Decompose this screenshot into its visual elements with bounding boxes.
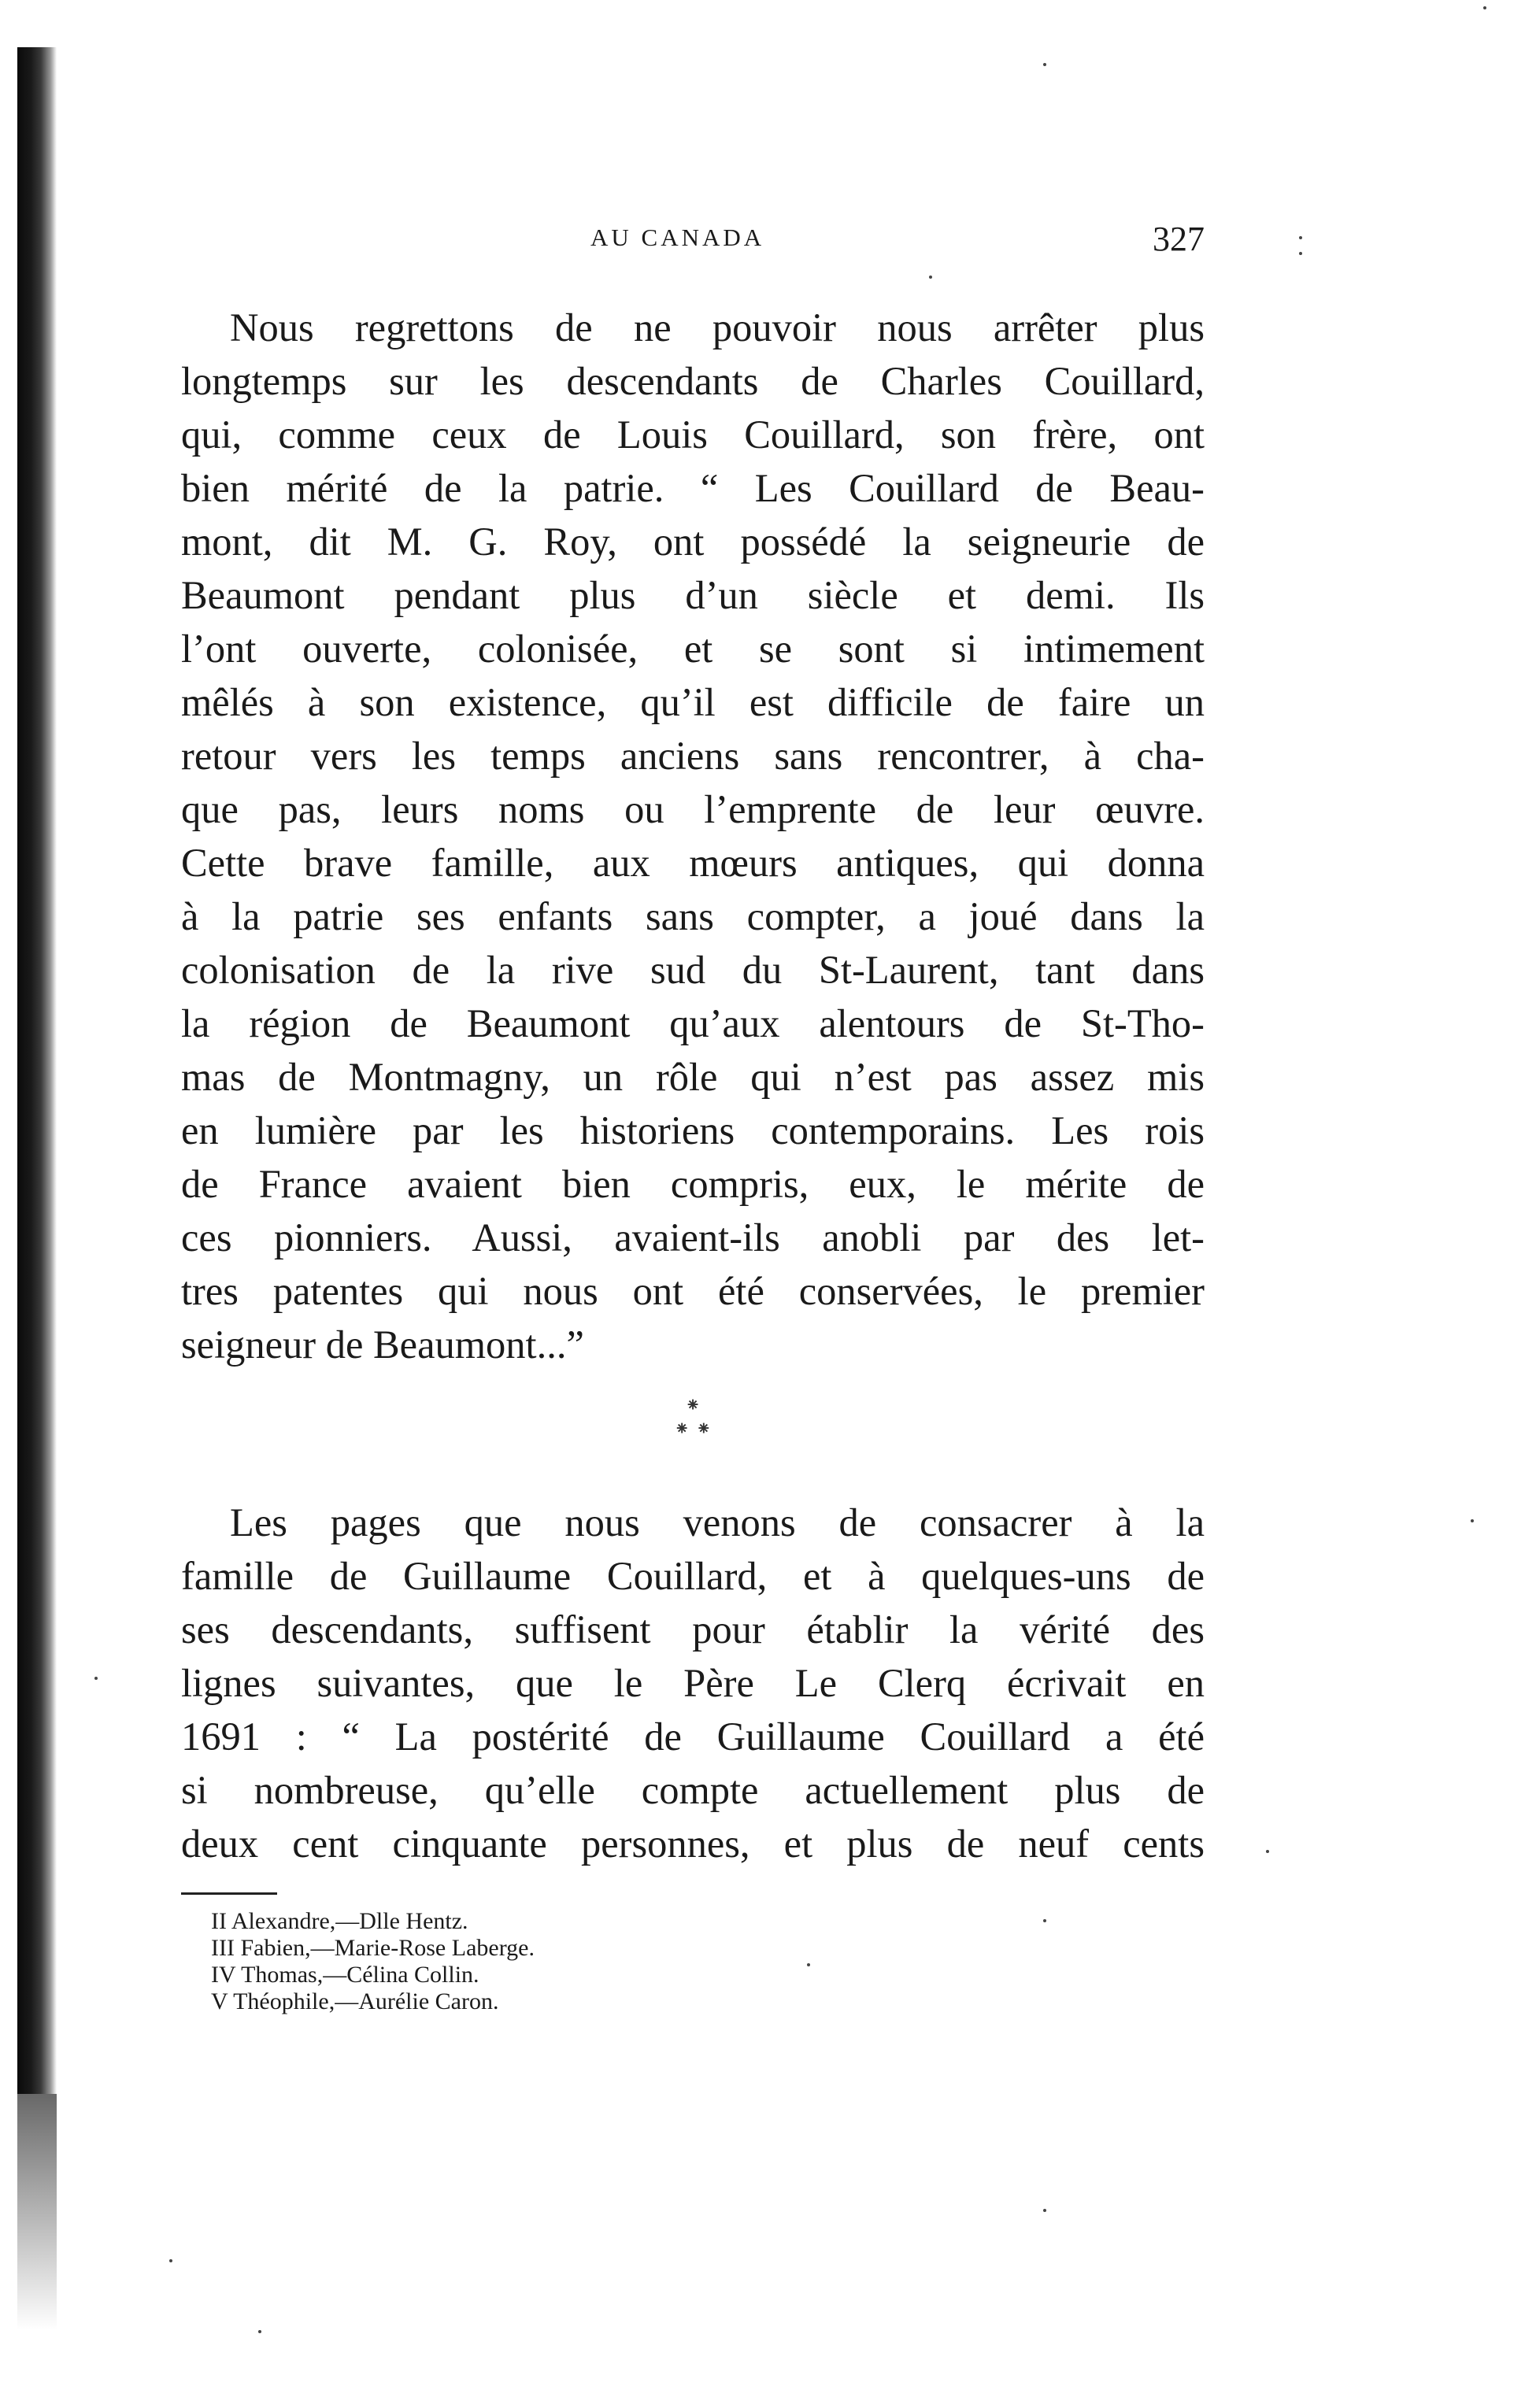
text-line: 1691 : “ La postérité de Guillaume Couillard a été xyxy=(181,1714,1205,1759)
running-title: AU CANADA xyxy=(590,224,765,251)
text-line: deux cent cinquante personnes, et plus de neuf cents xyxy=(181,1822,1205,1866)
scan-speck xyxy=(1471,1519,1474,1522)
text-line: Beaumont pendant plus d’un siècle et demi. Ils xyxy=(181,573,1205,617)
scan-speck xyxy=(1299,252,1302,255)
text-line: Nous regrettons de ne pouvoir nous arrêter plus xyxy=(230,305,1205,350)
paragraph-descendants xyxy=(181,301,1205,1371)
text-line: mêlés à son existence, qu’il est difficile de faire un xyxy=(181,680,1205,724)
footnote-line: V Théophile,—Aurélie Caron. xyxy=(211,1988,499,2014)
scan-speck xyxy=(94,1677,98,1680)
scan-speck xyxy=(1266,1850,1269,1853)
scan-speck xyxy=(1299,236,1302,239)
text-line: longtemps sur les descendants de Charles Couillard, xyxy=(181,359,1205,403)
text-line: bien mérité de la patrie. “ Les Couillard de Beau- xyxy=(181,466,1205,510)
scan-speck xyxy=(1043,2209,1046,2212)
scan-speck xyxy=(1043,1919,1046,1922)
text-line: la région de Beaumont qu’aux alentours de St-Tho- xyxy=(181,1001,1205,1045)
page-gutter-shadow-fade xyxy=(17,2094,57,2330)
text-line: Les pages que nous venons de consacrer à la xyxy=(230,1500,1205,1544)
text-line: à la patrie ses enfants sans compter, a joué dans la xyxy=(181,894,1205,938)
paragraph-posterity xyxy=(181,1496,1205,1870)
text-line: que pas, leurs noms ou l’emprente de leur œuvre. xyxy=(181,787,1205,831)
scan-speck xyxy=(807,1963,810,1966)
text-line: lignes suivantes, que le Père Le Clerq écrivait en xyxy=(181,1661,1205,1705)
text-line: de France avaient bien compris, eux, le mérite de xyxy=(181,1162,1205,1206)
section-ornament xyxy=(646,1393,740,1441)
footnote-line: II Alexandre,—Dlle Hentz. xyxy=(211,1908,468,1934)
text-line: colonisation de la rive sud du St-Laurent, tant dans xyxy=(181,948,1205,992)
page-gutter-shadow xyxy=(17,47,57,2094)
footnote-line: IV Thomas,—Célina Collin. xyxy=(211,1962,479,1988)
text-line: famille de Guillaume Couillard, et à quelques-uns de xyxy=(181,1554,1205,1598)
footnote-rule xyxy=(181,1892,277,1895)
text-line: retour vers les temps anciens sans rencontrer, à cha- xyxy=(181,734,1205,778)
scan-speck xyxy=(929,276,932,279)
page-number: 327 xyxy=(1153,220,1205,258)
footnotes xyxy=(211,1908,535,2015)
text-line: l’ont ouverte, colonisée, et se sont si intimement xyxy=(181,627,1205,671)
scan-speck xyxy=(1043,63,1046,66)
scan-speck xyxy=(258,2330,261,2333)
running-header xyxy=(181,219,1205,258)
asterism-bottom: ⁕ ⁕ xyxy=(674,1418,712,1440)
scan-speck xyxy=(1483,6,1486,9)
text-line: si nombreuse, qu’elle compte actuellement plus de xyxy=(181,1768,1205,1812)
text-line: tres patentes qui nous ont été conservées, le premier xyxy=(181,1269,1205,1313)
text-line: Cette brave famille, aux mœurs antiques, qui donna xyxy=(181,841,1205,885)
text-line: ses descendants, suffisent pour établir la vérité des xyxy=(181,1607,1205,1652)
footnote-line: III Fabien,—Marie-Rose Laberge. xyxy=(211,1935,535,1961)
text-line: seigneur de Beaumont...” xyxy=(181,1322,584,1367)
text-line: ces pionniers. Aussi, avaient-ils anobli par des let- xyxy=(181,1215,1205,1259)
text-line: mont, dit M. G. Roy, ont possédé la seigneurie de xyxy=(181,520,1205,564)
text-line: mas de Montmagny, un rôle qui n’est pas assez mis xyxy=(181,1055,1205,1099)
asterism-top: ⁕ xyxy=(684,1394,701,1416)
scan-speck xyxy=(169,2259,172,2262)
text-line: qui, comme ceux de Louis Couillard, son frère, ont xyxy=(181,412,1205,457)
text-line: en lumière par les historiens contemporains. Les rois xyxy=(181,1108,1205,1152)
